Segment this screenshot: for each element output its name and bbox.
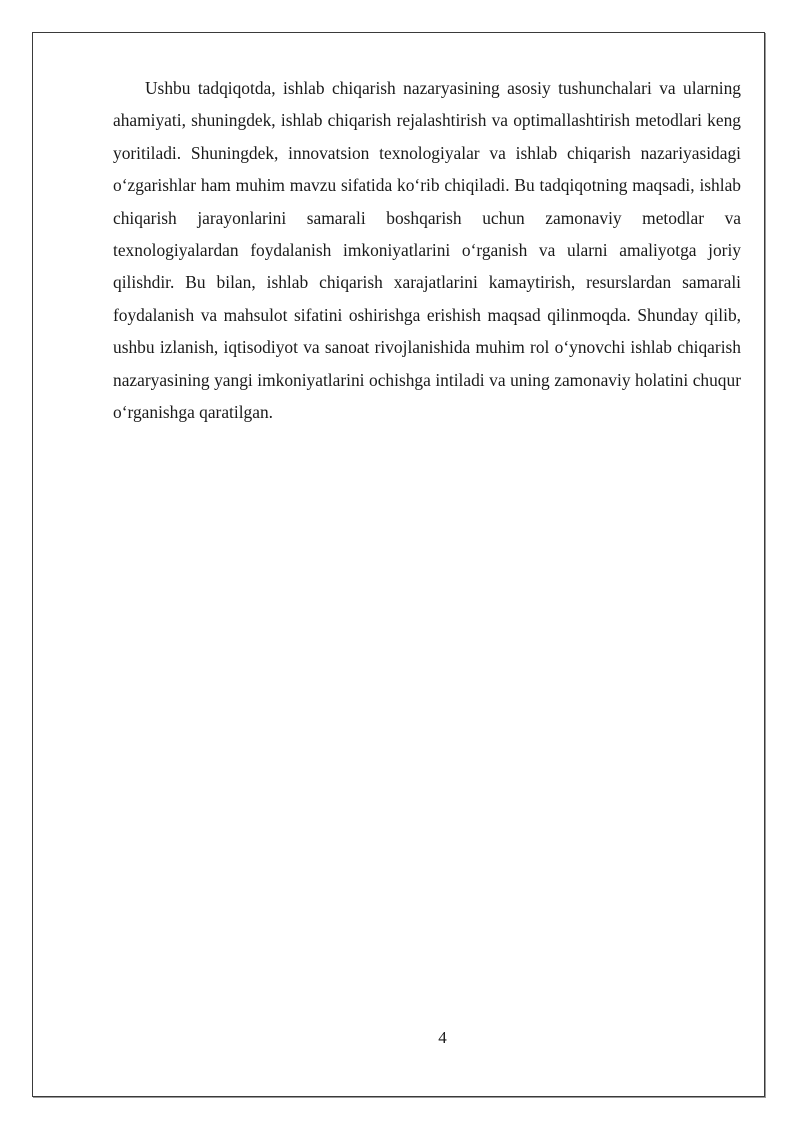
body-paragraph: Ushbu tadqiqotda, ishlab chiqarish nazaryasining asosiy tushunchalari va ularning ahamiyati, shuningdek, ishlab chiqarish rejalashtirish va optimallashtirish metodlari keng yoritiladi. Shuningdek, innovatsion texnologiyalar va ishlab chiqarish nazariyasidagi o‘zgarishlar ham muhim mavzu sifatida ko‘rib chiqiladi. Bu tadqiqotning maqsadi, ishlab chiqarish jarayonlarini samarali boshqarish uchun zamonaviy metodlar va texnologiyalardan foydalanish imkoniyatlarini o‘rganish va ularni amaliyotga joriy qilishdir. Bu bilan, ishlab chiqarish xarajatlarini kamaytirish, resurslardan samarali foydalanish va mahsulot sifatini oshirishga erishish maqsad qilinmoqda. Shunday qilib, ushbu izlanish, iqtisodiyot va sanoat rivojlanishida muhim rol o‘ynovchi ishlab chiqarish nazaryasining yangi imkoniyatlarini ochishga intiladi va uning zamonaviy holatini chuqur o‘rganishga qaratilgan.	[113, 78, 741, 423]
page-number: 4	[438, 1028, 447, 1047]
